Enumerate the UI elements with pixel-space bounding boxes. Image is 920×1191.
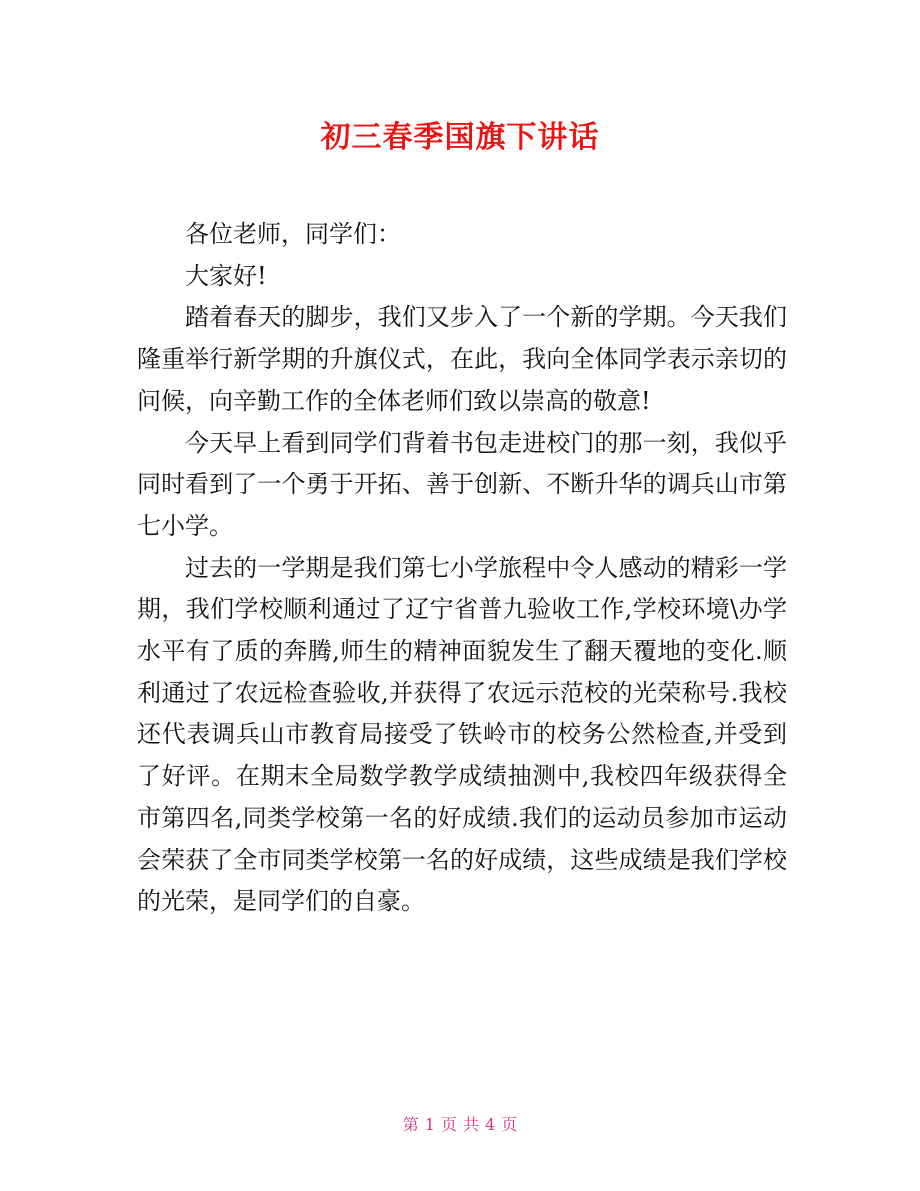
salutation-paragraph: 各位老师，同学们：: [185, 220, 401, 248]
greeting-paragraph: 大家好!: [185, 261, 267, 290]
footer-current-page: 1: [424, 1115, 435, 1134]
body-paragraph: 过去的一学期是我们第七小学旅程中令人感动的精彩一学期，我们学校顺利通过了辽宁省普九验收工作,学校环境\办学水平有了质的奔腾,师生的精神面貌发生了翻天覆地的变化.顺利通过了农远检查验收,并获得了农远示范校的光荣称号.我校还代表调兵山市教育局接受了铁岭市的校务公然检查,并受到了好评。在期末全局数学教学成绩抽测中,我校四年级获得全市第四名,同类学校第一名的好成绩.我们的运动员参加市运动会荣获了全市同类学校第一名的好成绩，这些成绩是我们学校的光荣，是同学们的自豪。: [137, 553, 787, 916]
document-body: [137, 214, 787, 923]
footer-label-unit-end: 页: [501, 1115, 518, 1134]
body-paragraph: 今天早上看到同学们背着书包走进校门的那一刻，我似乎同时看到了一个勇于开拓、善于创新、不断升华的调兵山市第七小学。: [137, 428, 787, 540]
footer-label-unit: 页: [440, 1115, 457, 1134]
document-title: 初三春季国旗下讲话: [320, 120, 600, 155]
page-number-footer: [0, 1114, 920, 1136]
body-paragraph: 踏着春天的脚步，我们又步入了一个新的学期。今天我们隆重举行新学期的升旗仪式，在此，我向全体同学表示亲切的问候，向辛勤工作的全体老师们致以崇高的敬意!: [137, 303, 787, 415]
footer-label-total: 共: [463, 1115, 480, 1134]
footer-label-page: 第: [402, 1115, 419, 1134]
footer-total-pages: 4: [485, 1115, 496, 1134]
